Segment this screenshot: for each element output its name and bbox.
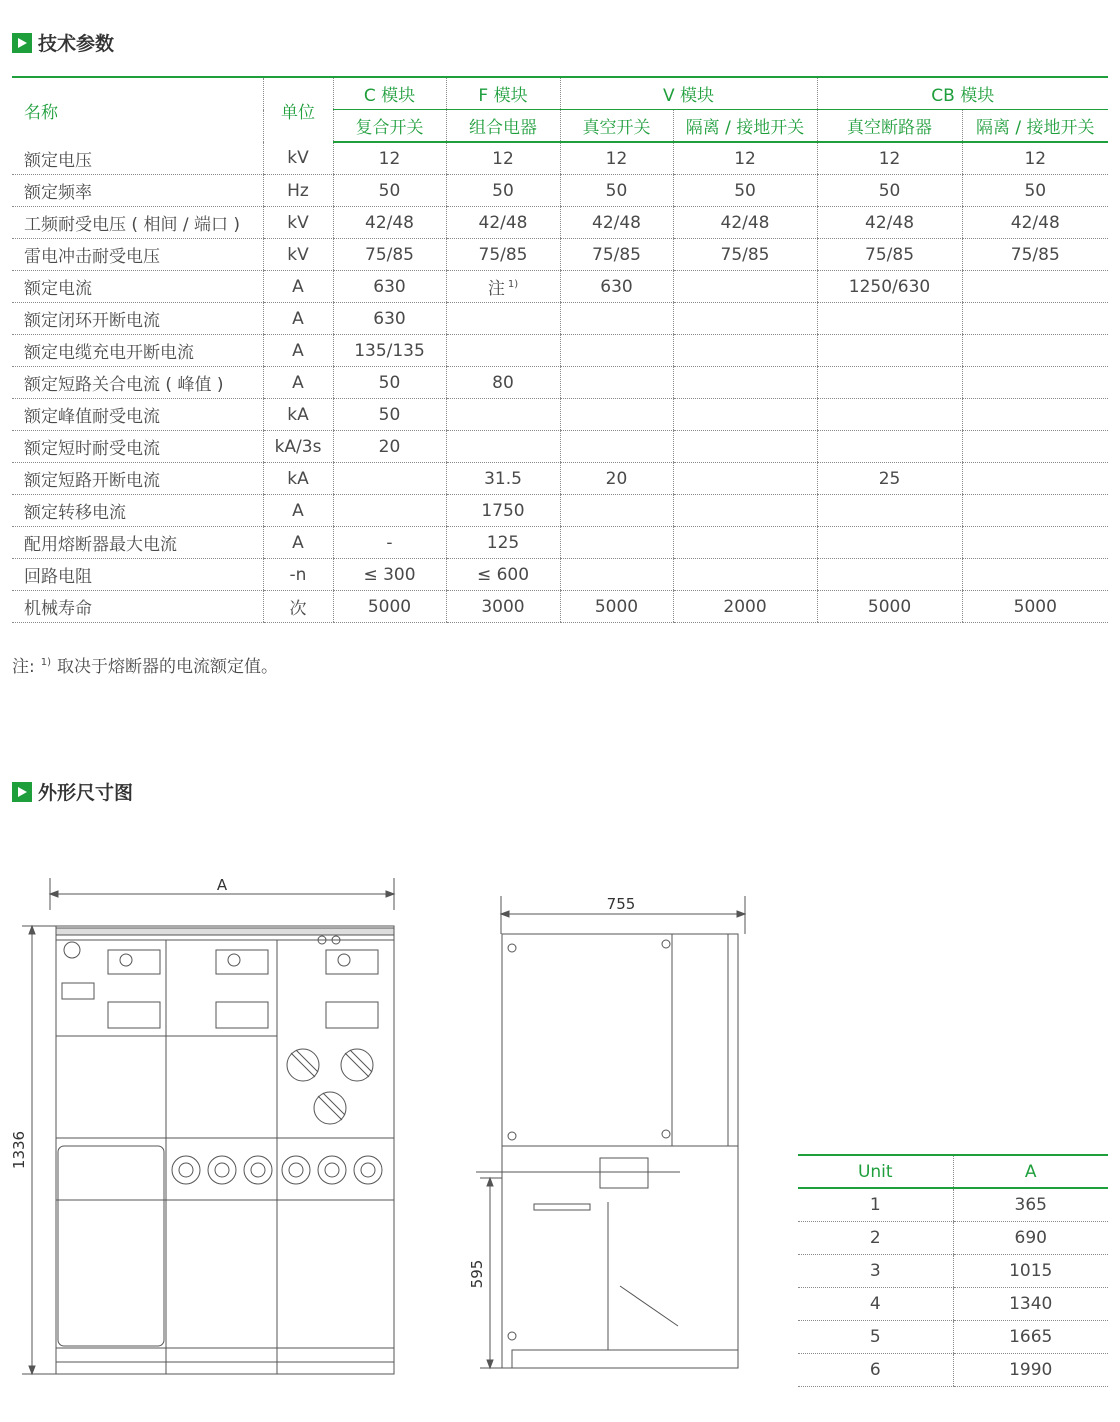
a-header: A (953, 1155, 1108, 1188)
spec-unit: A (263, 271, 333, 303)
spec-value: 12 (560, 142, 673, 175)
spec-param-name: 额定短时耐受电流 (12, 431, 263, 463)
spec-param-name: 额定闭环开断电流 (12, 303, 263, 335)
spec-unit: Hz (263, 175, 333, 207)
unit-row (798, 1321, 1108, 1354)
spec-param-name: 额定峰值耐受电流 (12, 399, 263, 431)
unit-count: 1 (798, 1188, 953, 1222)
spec-value: 42/48 (962, 207, 1108, 239)
spec-value: 50 (333, 399, 446, 431)
spec-row (12, 463, 1108, 495)
spec-unit: -n (263, 559, 333, 591)
unit-width: 1665 (953, 1321, 1108, 1354)
spec-param-name: 额定短路关合电流 ( 峰值 ) (12, 367, 263, 399)
spec-row (12, 495, 1108, 527)
spec-table-body (12, 142, 1108, 623)
spec-value (560, 335, 673, 367)
spec-value (673, 335, 817, 367)
spec-value (817, 335, 962, 367)
spec-value (962, 367, 1108, 399)
spec-value (817, 431, 962, 463)
spec-value: 25 (817, 463, 962, 495)
spec-unit: 次 (263, 591, 333, 623)
unit-width: 690 (953, 1222, 1108, 1255)
spec-value (962, 527, 1108, 559)
spec-param-name: 额定频率 (12, 175, 263, 207)
spec-value (560, 303, 673, 335)
spec-value: 75/85 (673, 239, 817, 271)
spec-value: 3000 (446, 591, 560, 623)
spec-value: 42/48 (560, 207, 673, 239)
unit-row (798, 1222, 1108, 1255)
spec-param-name: 配用熔断器最大电流 (12, 527, 263, 559)
spec-value: 630 (560, 271, 673, 303)
spec-value: 75/85 (817, 239, 962, 271)
spec-value: ≤ 600 (446, 559, 560, 591)
header-sub: 真空开关 (560, 110, 673, 143)
spec-value: 12 (333, 142, 446, 175)
spec-value: 50 (673, 175, 817, 207)
spec-param-name: 回路电阻 (12, 559, 263, 591)
unit-width: 1990 (953, 1354, 1108, 1387)
dimension-height-label: 1336 (10, 1130, 28, 1170)
unit-count: 5 (798, 1321, 953, 1354)
spec-value: 80 (446, 367, 560, 399)
spec-unit: A (263, 367, 333, 399)
header-name: 名称 (12, 77, 263, 142)
spec-row (12, 559, 1108, 591)
spec-value (673, 367, 817, 399)
spec-row (12, 431, 1108, 463)
spec-unit: kV (263, 142, 333, 175)
unit-row (798, 1354, 1108, 1387)
spec-value: 42/48 (817, 207, 962, 239)
spec-value: 5000 (817, 591, 962, 623)
spec-value: 75/85 (333, 239, 446, 271)
spec-unit: kA (263, 399, 333, 431)
dimension-a-label: A (216, 876, 228, 894)
spec-value: 20 (333, 431, 446, 463)
spec-value (446, 431, 560, 463)
spec-value: 12 (673, 142, 817, 175)
spec-value (962, 463, 1108, 495)
spec-value (446, 335, 560, 367)
spec-value: 50 (333, 367, 446, 399)
unit-count: 2 (798, 1222, 953, 1255)
spec-value (560, 367, 673, 399)
spec-value (817, 399, 962, 431)
section-title-specs (12, 29, 114, 56)
spec-unit: A (263, 303, 333, 335)
spec-value (673, 431, 817, 463)
footnote-text: 取决于熔断器的电流额定值。 (57, 657, 278, 677)
spec-value: 50 (817, 175, 962, 207)
spec-value (817, 367, 962, 399)
spec-unit: A (263, 335, 333, 367)
spec-value: 注 $^{1)}$ (446, 271, 560, 303)
spec-param-name: 额定转移电流 (12, 495, 263, 527)
spec-value (446, 303, 560, 335)
spec-value: 42/48 (333, 207, 446, 239)
spec-value (962, 559, 1108, 591)
spec-value (673, 271, 817, 303)
spec-param-name: 额定电压 (12, 142, 263, 175)
spec-value (673, 527, 817, 559)
spec-value: 630 (333, 271, 446, 303)
spec-row (12, 175, 1108, 207)
unit-count: 6 (798, 1354, 953, 1387)
spec-unit: A (263, 495, 333, 527)
spec-value (560, 431, 673, 463)
spec-value: 12 (817, 142, 962, 175)
spec-row (12, 271, 1108, 303)
spec-value: 50 (560, 175, 673, 207)
spec-value (333, 495, 446, 527)
play-marker-icon (12, 33, 32, 53)
spec-value (560, 495, 673, 527)
spec-value: 2000 (673, 591, 817, 623)
spec-value (817, 559, 962, 591)
spec-value (962, 399, 1108, 431)
spec-param-name: 工频耐受电压 ( 相间 / 端口 ) (12, 207, 263, 239)
spec-value: 42/48 (446, 207, 560, 239)
spec-value: 75/85 (560, 239, 673, 271)
spec-value (962, 495, 1108, 527)
spec-row (12, 335, 1108, 367)
spec-value: 1250/630 (817, 271, 962, 303)
header-sub: 复合开关 (333, 110, 446, 143)
spec-value: 12 (446, 142, 560, 175)
spec-param-name: 额定电流 (12, 271, 263, 303)
spec-value: 20 (560, 463, 673, 495)
spec-value (673, 303, 817, 335)
unit-dimension-table (798, 1154, 1108, 1387)
spec-unit: kV (263, 207, 333, 239)
footnote-prefix: 注: (12, 657, 35, 677)
spec-value: 1750 (446, 495, 560, 527)
spec-value: 5000 (333, 591, 446, 623)
unit-count: 3 (798, 1255, 953, 1288)
spec-table (12, 76, 1108, 623)
spec-value (962, 303, 1108, 335)
dimension-depth-label: 755 (606, 895, 636, 913)
spec-value (962, 335, 1108, 367)
spec-value: 75/85 (446, 239, 560, 271)
unit-count: 4 (798, 1288, 953, 1321)
header-group-v: V 模块 (560, 77, 817, 110)
spec-unit: kA/3s (263, 431, 333, 463)
spec-row (12, 303, 1108, 335)
spec-value (560, 399, 673, 431)
spec-value: ≤ 300 (333, 559, 446, 591)
spec-value (446, 399, 560, 431)
header-group-f: F 模块 (446, 77, 560, 110)
spec-value (817, 527, 962, 559)
section-title-text: 外形尺寸图 (38, 782, 134, 804)
spec-param-name: 机械寿命 (12, 591, 263, 623)
spec-value (962, 271, 1108, 303)
spec-row (12, 367, 1108, 399)
footnote (12, 652, 278, 677)
footnote-mark: 1) (507, 279, 519, 290)
spec-value: 50 (446, 175, 560, 207)
spec-value (560, 559, 673, 591)
spec-row (12, 399, 1108, 431)
header-sub: 真空断路器 (817, 110, 962, 143)
spec-value: 135/135 (333, 335, 446, 367)
unit-table-body (798, 1188, 1108, 1387)
spec-row (12, 527, 1108, 559)
spec-row (12, 142, 1108, 175)
spec-row (12, 239, 1108, 271)
header-unit: 单位 (263, 77, 333, 142)
spec-param-name: 雷电冲击耐受电压 (12, 239, 263, 271)
unit-row (798, 1255, 1108, 1288)
section-title-dimensions (12, 778, 133, 805)
spec-value: - (333, 527, 446, 559)
unit-row (798, 1288, 1108, 1321)
header-group-c: C 模块 (333, 77, 446, 110)
spec-unit: kA (263, 463, 333, 495)
spec-value: 75/85 (962, 239, 1108, 271)
spec-unit: A (263, 527, 333, 559)
unit-row (798, 1188, 1108, 1222)
spec-value (817, 303, 962, 335)
spec-value (817, 495, 962, 527)
spec-value (673, 463, 817, 495)
spec-value (673, 495, 817, 527)
footnote-mark: 1) (40, 657, 51, 668)
front-view-drawing (0, 870, 410, 1390)
spec-value: 31.5 (446, 463, 560, 495)
spec-value: 630 (333, 303, 446, 335)
header-group-cb: CB 模块 (817, 77, 1108, 110)
section-title-text: 技术参数 (38, 33, 115, 55)
spec-value: 42/48 (673, 207, 817, 239)
spec-value (673, 559, 817, 591)
header-sub: 隔离 / 接地开关 (673, 110, 817, 143)
unit-width: 1015 (953, 1255, 1108, 1288)
spec-value: 50 (962, 175, 1108, 207)
unit-header: Unit (798, 1155, 953, 1188)
spec-value: 12 (962, 142, 1108, 175)
spec-param-name: 额定短路开断电流 (12, 463, 263, 495)
spec-value (673, 399, 817, 431)
dimension-base-height-label: 595 (468, 1259, 486, 1289)
spec-row (12, 207, 1108, 239)
spec-value (962, 431, 1108, 463)
play-marker-icon (12, 782, 32, 802)
spec-value: 5000 (560, 591, 673, 623)
spec-unit: kV (263, 239, 333, 271)
unit-width: 1340 (953, 1288, 1108, 1321)
unit-width: 365 (953, 1188, 1108, 1222)
spec-value (560, 527, 673, 559)
side-view-drawing (466, 890, 756, 1390)
header-sub: 组合电器 (446, 110, 560, 143)
spec-value: 5000 (962, 591, 1108, 623)
spec-param-name: 额定电缆充电开断电流 (12, 335, 263, 367)
header-sub: 隔离 / 接地开关 (962, 110, 1108, 143)
spec-value (333, 463, 446, 495)
spec-value: 50 (333, 175, 446, 207)
spec-row (12, 591, 1108, 623)
spec-value: 125 (446, 527, 560, 559)
